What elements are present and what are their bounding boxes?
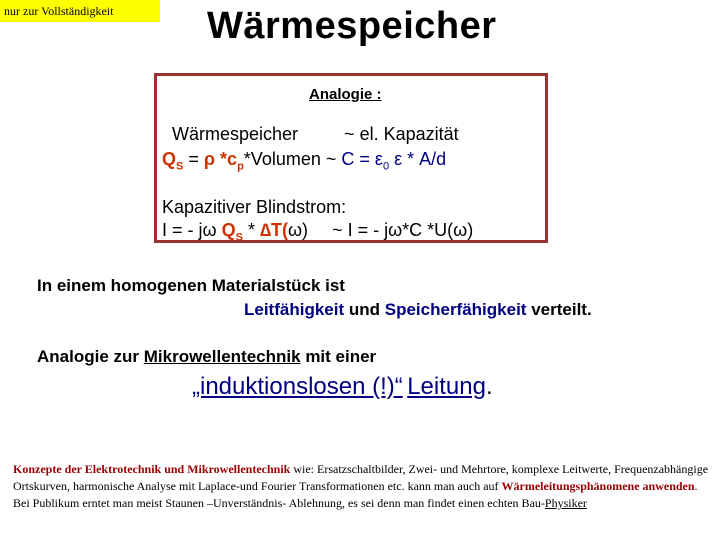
analogy-line-1 <box>172 124 459 145</box>
footer-note: Konzepte der Elektrotechnik und Mikrowellentechnik wie: Ersatzschaltbilder, Zwei- und Mehrtore, komplexe Leitwerte, Frequenzabhängige Ortskurven, harmonische Analyse mit Laplace-und Fourier Transformationen etc. kann man auch auf Wärmeleitungsphänomene anwenden. Bei Publikum erntet man meist Staunen –Unverständnis- Ablehnung, es sei denn man findet einen echten Bau-Physiker <box>13 462 709 510</box>
inductionless-phrase: „induktionslosen (!)“ <box>192 373 403 400</box>
multiply-sign: * <box>247 220 255 240</box>
rho-cp-symbol: ρ $*c_p$ <box>203 149 244 173</box>
analogy-line-4 <box>162 220 473 244</box>
page-title: Wärmespeicher <box>207 5 497 47</box>
paragraph-2: Analogie zur Mikrowellentechnik mit einer <box>37 347 377 366</box>
footer-text-1: wie: Ersatzschaltbilder, Zwei- und Mehrtore, komplexe Leitwerte, Frequenzabhängige Ortskurven, harmonische Analyse mit Laplace-und Fourier Transformationen etc. kann man auch auf <box>13 462 709 493</box>
delta-t-symbol: ∆T( <box>259 220 288 240</box>
analogy-tilde-1: ~ <box>344 124 355 144</box>
paragraph-1-line-2 <box>244 300 592 320</box>
volume-term: *Volumen <box>243 149 321 169</box>
distributed-word: verteilt. <box>531 300 592 319</box>
heat-quantity-symbol: $Q_S$ <box>162 149 184 173</box>
paragraph-1-line-1: In einem homogenen Materialstück ist <box>37 276 345 295</box>
analogy-heat-storage: Wärmespeicher <box>172 124 299 144</box>
conductivity-term: Leitfähigkeit <box>244 300 345 319</box>
equals-sign: = <box>188 149 199 169</box>
current-formula-start: I = - jω <box>162 220 217 240</box>
footer-text-2: Bei Publikum erntet man meist Staunen –Unverständnis- Ablehnung, es sei denn man findet einen echten Bau- <box>13 496 545 510</box>
analogy-line-2 <box>162 149 446 173</box>
analogy-capacity: el. Kapazität <box>359 124 459 144</box>
capacitance-formula: $C = \varepsilon_0$ ε * A/d <box>341 149 447 173</box>
and-word: und <box>348 300 381 319</box>
paragraph-3: „induktionslosen (!)“ Leitung. <box>192 373 493 400</box>
analogy-tilde-2: ~ <box>325 149 337 169</box>
footer-concepts-heading: Konzepte der Elektrotechnik und Mikrowellentechnik <box>13 462 291 476</box>
physicist-link[interactable]: Physiker <box>544 496 587 510</box>
analogy-heading: Analogie : <box>309 86 382 103</box>
omega-term: ω) <box>288 220 309 240</box>
heat-quantity-symbol-2: $Q_S$ <box>221 220 243 244</box>
footer-heat-phenomena: Wärmeleitungsphänomene anwenden <box>501 479 695 493</box>
microwave-technique-link[interactable]: Mikrowellentechnik <box>143 347 301 366</box>
reactive-current-heading: Kapazitiver Blindstrom: <box>162 197 347 217</box>
analogy-tilde-4: ~ <box>332 220 343 240</box>
storage-capacity-term: Speicherfähigkeit <box>384 300 527 319</box>
current-formula-right: I = - jω*C *U(ω) <box>347 220 474 240</box>
transmission-line-link[interactable]: Leitung <box>407 373 486 400</box>
completeness-tag: nur zur Vollständigkeit <box>0 0 160 22</box>
